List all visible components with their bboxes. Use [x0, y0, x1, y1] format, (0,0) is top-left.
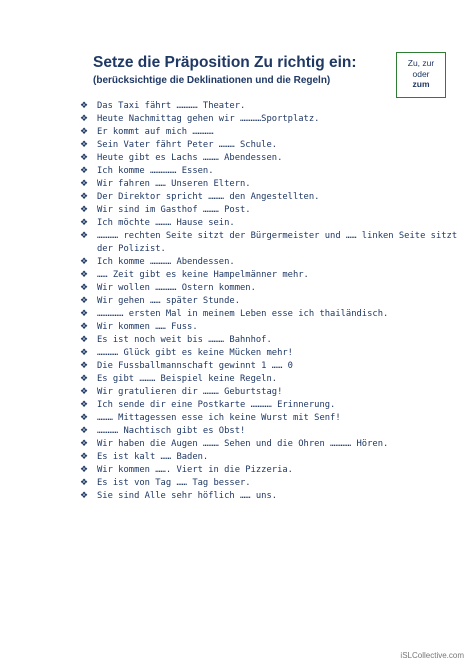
exercise-item — [80, 464, 460, 477]
bullet-diamond-icon: ❖ — [80, 114, 89, 124]
bullet-diamond-icon: ❖ — [80, 387, 89, 397]
exercise-text: Es gibt ……… Beispiel keine Regeln. — [97, 374, 278, 384]
bullet-diamond-icon: ❖ — [80, 322, 89, 332]
exercise-item — [80, 204, 460, 217]
bullet-diamond-icon: ❖ — [80, 491, 89, 501]
exercise-text: Es ist kalt …… Baden. — [97, 452, 209, 462]
bullet-diamond-icon: ❖ — [80, 335, 89, 345]
bullet-diamond-icon: ❖ — [80, 348, 89, 358]
exercise-text: Wir gratulieren dir ……… Geburtstag! — [97, 387, 283, 397]
exercise-text: Wir kommen ……. Viert in die Pizzeria. — [97, 465, 293, 475]
bullet-diamond-icon: ❖ — [80, 179, 89, 189]
bullet-diamond-icon: ❖ — [80, 205, 89, 215]
exercise-text: Ich sende dir eine Postkarte ………… Erinnerung. — [97, 400, 336, 410]
exercise-text: …………… ersten Mal in meinem Leben esse ich thailändisch. — [97, 309, 389, 319]
bullet-diamond-icon: ❖ — [80, 140, 89, 150]
option-zu-zur: Zu, zur — [407, 58, 435, 68]
exercise-text: Wir haben die Augen ……… Sehen und die Ohren ………… Hören. — [97, 439, 389, 449]
exercise-item — [80, 295, 460, 308]
exercise-item — [80, 256, 460, 269]
bullet-diamond-icon: ❖ — [80, 400, 89, 410]
exercise-item — [80, 386, 460, 399]
exercise-text: Der Direktor spricht ……… den Angestellten. — [97, 192, 320, 202]
exercise-text: Wir kommen …… Fuss. — [97, 322, 198, 332]
exercise-item — [80, 399, 460, 412]
worksheet-subtitle: (berücksichtige die Deklinationen und die Regeln) — [93, 75, 331, 86]
exercise-item — [80, 217, 460, 230]
bullet-diamond-icon: ❖ — [80, 270, 89, 280]
bullet-diamond-icon: ❖ — [80, 413, 89, 423]
bullet-diamond-icon: ❖ — [80, 478, 89, 488]
bullet-diamond-icon: ❖ — [80, 309, 89, 319]
exercise-item — [80, 178, 460, 191]
exercise-item — [80, 113, 460, 126]
exercise-item — [80, 347, 460, 360]
exercise-item — [80, 412, 460, 425]
bullet-diamond-icon: ❖ — [80, 426, 89, 436]
bullet-diamond-icon: ❖ — [80, 439, 89, 449]
worksheet-title: Setze die Präposition Zu richtig ein: — [93, 54, 357, 71]
exercise-text: ………… Nachtisch gibt es Obst! — [97, 426, 246, 436]
bullet-diamond-icon: ❖ — [80, 231, 89, 241]
exercise-item — [80, 477, 460, 490]
bullet-diamond-icon: ❖ — [80, 153, 89, 163]
exercise-text: ………… Glück gibt es keine Mücken mehr! — [97, 348, 293, 358]
exercise-item — [80, 490, 460, 503]
bullet-diamond-icon: ❖ — [80, 101, 89, 111]
exercise-item — [80, 308, 460, 321]
exercise-text: …… Zeit gibt es keine Hampelmänner mehr. — [97, 270, 309, 280]
exercise-text: Es ist von Tag …… Tag besser. — [97, 478, 251, 488]
exercise-item — [80, 425, 460, 438]
exercise-text: Heute gibt es Lachs ……… Abendessen. — [97, 153, 283, 163]
option-oder: oder — [412, 68, 430, 79]
preposition-options-box — [396, 52, 446, 98]
exercise-text: Ich komme …………… Essen. — [97, 166, 214, 176]
exercise-item — [80, 126, 460, 139]
exercise-text: Wir sind im Gasthof ……… Post. — [97, 205, 251, 215]
exercise-list — [80, 100, 463, 503]
exercise-item — [80, 139, 460, 152]
bullet-diamond-icon: ❖ — [80, 283, 89, 293]
bullet-diamond-icon: ❖ — [80, 166, 89, 176]
bullet-diamond-icon: ❖ — [80, 218, 89, 228]
exercise-item — [80, 360, 460, 373]
exercise-item — [80, 230, 463, 256]
exercise-text: Wir fahren …… Unseren Eltern. — [97, 179, 251, 189]
footer-brand: iSLCollective.com — [400, 651, 464, 660]
exercise-item — [80, 269, 460, 282]
bullet-diamond-icon: ❖ — [80, 127, 89, 137]
exercise-text: Die Fussballmannschaft gewinnt 1 …… 0 — [97, 361, 293, 371]
exercise-text: Das Taxi fährt ………… Theater. — [97, 101, 246, 111]
exercise-item — [80, 334, 460, 347]
exercise-text: ………… rechten Seite sitzt der Bürgermeister und …… linken Seite sitzt der Polizist. — [97, 231, 463, 254]
bullet-diamond-icon: ❖ — [80, 361, 89, 371]
exercise-item — [80, 438, 460, 451]
bullet-diamond-icon: ❖ — [80, 257, 89, 267]
bullet-diamond-icon: ❖ — [80, 452, 89, 462]
bullet-diamond-icon: ❖ — [80, 192, 89, 202]
exercise-item — [80, 165, 460, 178]
bullet-diamond-icon: ❖ — [80, 465, 89, 475]
exercise-item — [80, 451, 460, 464]
exercise-text: Ich möchte ……… Hause sein. — [97, 218, 235, 228]
exercise-text: Sie sind Alle sehr höflich …… uns. — [97, 491, 278, 501]
exercise-text: Wir wollen ………… Ostern kommen. — [97, 283, 256, 293]
bullet-diamond-icon: ❖ — [80, 296, 89, 306]
exercise-text: Es ist noch weit bis ……… Bahnhof. — [97, 335, 272, 345]
option-zum: zum — [412, 79, 430, 89]
exercise-item — [80, 282, 460, 295]
exercise-item — [80, 100, 460, 113]
exercise-item — [80, 373, 460, 386]
exercise-item — [80, 321, 460, 334]
exercise-text: Ich komme ………… Abendessen. — [97, 257, 235, 267]
exercise-text: Sein Vater fährt Peter ……… Schule. — [97, 140, 278, 150]
exercise-text: Heute Nachmittag gehen wir …………Sportplatz. — [97, 114, 320, 124]
exercise-item — [80, 152, 460, 165]
bullet-diamond-icon: ❖ — [80, 374, 89, 384]
exercise-item — [80, 191, 460, 204]
exercise-text: ……… Mittagessen esse ich keine Wurst mit Senf! — [97, 413, 341, 423]
exercise-text: Er kommt auf mich ………… — [97, 127, 214, 137]
exercise-text: Wir gehen …… später Stunde. — [97, 296, 240, 306]
